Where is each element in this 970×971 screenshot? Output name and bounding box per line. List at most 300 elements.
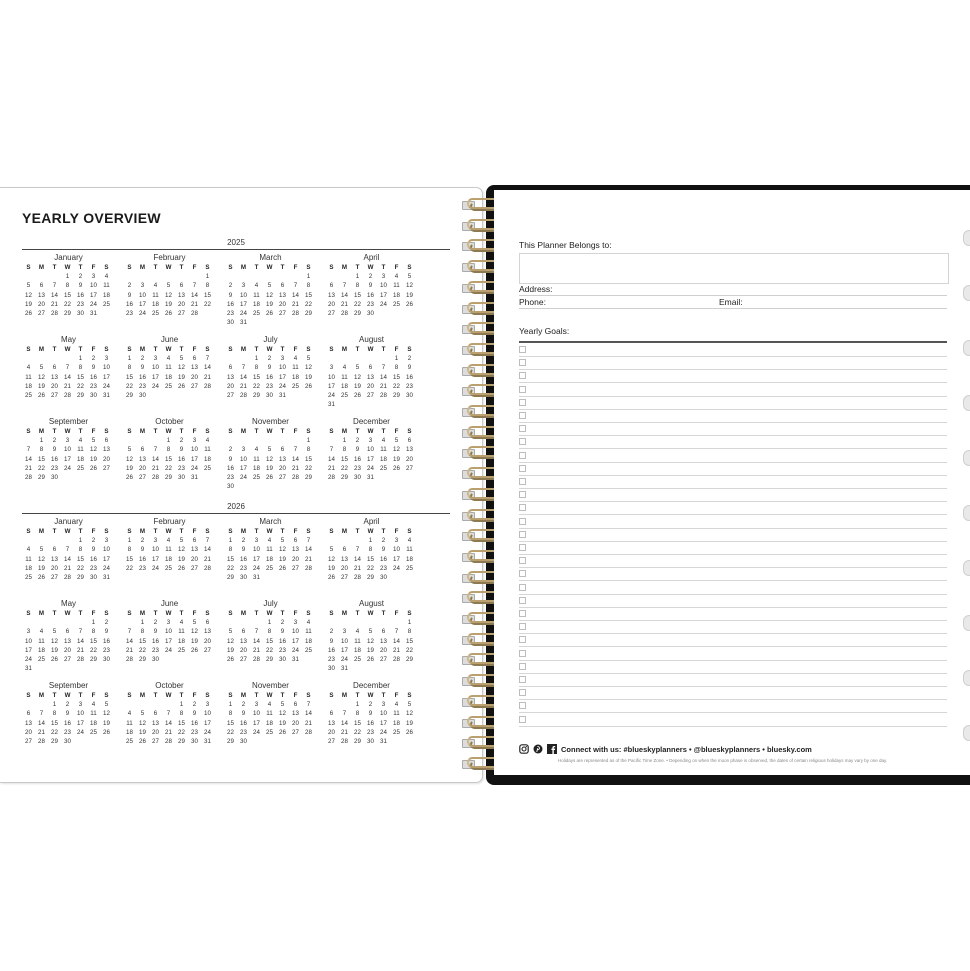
goal-row[interactable] <box>519 713 947 727</box>
goal-row[interactable] <box>519 581 947 595</box>
month-day-grid <box>325 263 426 318</box>
day-number: 27 <box>341 574 348 582</box>
goal-checkbox[interactable] <box>519 478 526 485</box>
day-number: 12 <box>266 291 273 299</box>
month-name: February <box>153 517 186 526</box>
day-number: 11 <box>90 710 97 718</box>
day-number: 5 <box>280 701 285 709</box>
day-number: 16 <box>139 555 146 563</box>
day-number: 15 <box>227 719 234 727</box>
day-number: 4 <box>394 701 399 709</box>
weekday-label: S <box>407 528 412 535</box>
year-2025-block <box>22 239 450 499</box>
goal-row[interactable] <box>519 673 947 687</box>
weekday-label: T <box>153 346 158 353</box>
goal-row[interactable] <box>519 462 947 476</box>
day-number: 1 <box>65 273 70 281</box>
day-number: 26 <box>51 656 58 664</box>
day-number: 22 <box>253 382 260 390</box>
day-number: 29 <box>178 738 185 746</box>
day-number: 5 <box>407 273 412 281</box>
month-december <box>325 417 426 499</box>
day-number: 6 <box>342 546 347 554</box>
day-number: 18 <box>165 555 172 563</box>
day-number: 16 <box>328 646 335 654</box>
goal-checkbox[interactable] <box>519 412 526 419</box>
day-number: 17 <box>64 455 71 463</box>
day-number: 25 <box>103 300 110 308</box>
day-number: 11 <box>103 282 110 290</box>
day-number: 5 <box>52 628 57 636</box>
day-number: 18 <box>152 300 159 308</box>
day-number: 18 <box>266 555 273 563</box>
day-number: 18 <box>253 300 260 308</box>
weekday-label: M <box>341 528 348 535</box>
day-number: 2 <box>140 355 145 363</box>
goal-row[interactable] <box>519 660 947 674</box>
pinterest-icon[interactable] <box>533 744 543 754</box>
day-number: 30 <box>279 656 286 664</box>
day-number: 25 <box>178 646 185 654</box>
day-number: 29 <box>77 574 84 582</box>
day-number: 13 <box>139 455 146 463</box>
day-number: 6 <box>179 282 184 290</box>
day-number: 9 <box>368 282 373 290</box>
day-number: 5 <box>39 364 44 372</box>
day-number: 21 <box>51 300 58 308</box>
day-number: 13 <box>367 373 374 381</box>
weekday-label: S <box>104 428 109 435</box>
day-number: 11 <box>165 546 172 554</box>
goal-row[interactable] <box>519 501 947 515</box>
day-number: 31 <box>279 392 286 400</box>
day-number: 12 <box>279 710 286 718</box>
goal-checkbox[interactable] <box>519 452 526 459</box>
day-number: 20 <box>38 300 45 308</box>
day-number: 13 <box>191 546 198 554</box>
goal-row[interactable] <box>519 607 947 621</box>
empty-day <box>224 618 237 627</box>
day-number: 14 <box>341 719 348 727</box>
address-line[interactable] <box>519 295 947 296</box>
goal-row[interactable] <box>519 435 947 449</box>
day-number: 16 <box>51 455 58 463</box>
day-number: 30 <box>240 574 247 582</box>
day-number: 14 <box>354 555 361 563</box>
weekday-label: F <box>192 346 197 353</box>
month-day-grid <box>123 263 224 318</box>
month-day-grid <box>123 609 224 664</box>
day-number: 18 <box>406 555 413 563</box>
month-day-grid <box>224 345 325 400</box>
day-number: 24 <box>90 300 97 308</box>
day-number: 16 <box>380 555 387 563</box>
day-number: 4 <box>78 437 83 445</box>
goal-row[interactable] <box>519 541 947 555</box>
goal-checkbox[interactable] <box>519 663 526 670</box>
day-number: 16 <box>354 455 361 463</box>
day-number: 12 <box>38 373 45 381</box>
day-number: 11 <box>406 546 413 554</box>
day-number: 8 <box>368 546 373 554</box>
day-number: 15 <box>354 291 361 299</box>
day-number: 7 <box>241 364 246 372</box>
goal-checkbox[interactable] <box>519 359 526 366</box>
instagram-icon[interactable] <box>519 744 529 754</box>
day-number: 28 <box>51 310 58 318</box>
day-number: 19 <box>126 464 133 472</box>
day-number: 13 <box>64 637 71 645</box>
day-number: 20 <box>279 300 286 308</box>
day-number: 19 <box>51 646 58 654</box>
day-number: 28 <box>204 382 211 390</box>
day-number: 12 <box>227 637 234 645</box>
weekday-label: S <box>228 610 233 617</box>
month-day-grid <box>325 427 426 482</box>
day-number: 28 <box>38 738 45 746</box>
weekday-label: S <box>306 428 311 435</box>
day-number: 6 <box>407 437 412 445</box>
day-number: 27 <box>178 310 185 318</box>
day-number: 2 <box>153 619 158 627</box>
belongs-label: This Planner Belongs to: <box>519 240 612 250</box>
day-number: 7 <box>293 282 298 290</box>
day-number: 19 <box>103 719 110 727</box>
day-number: 28 <box>341 738 348 746</box>
day-number: 13 <box>328 719 335 727</box>
empty-day <box>325 536 338 545</box>
weekday-label: W <box>165 692 172 699</box>
day-number: 20 <box>406 455 413 463</box>
month-name: July <box>263 599 278 608</box>
month-name: June <box>160 599 179 608</box>
empty-day <box>338 536 351 545</box>
weekday-label: T <box>179 346 184 353</box>
goal-checkbox[interactable] <box>519 518 526 525</box>
day-number: 29 <box>90 656 97 664</box>
weekday-label: F <box>293 264 298 271</box>
day-number: 1 <box>228 701 233 709</box>
goal-row[interactable] <box>519 620 947 634</box>
weekday-label: F <box>192 692 197 699</box>
day-number: 24 <box>240 310 247 318</box>
day-number: 29 <box>165 474 172 482</box>
day-number: 26 <box>279 564 286 572</box>
day-number: 28 <box>126 656 133 664</box>
day-number: 14 <box>204 364 211 372</box>
day-number: 25 <box>341 392 348 400</box>
goal-row[interactable] <box>519 567 947 581</box>
day-number: 9 <box>381 546 386 554</box>
empty-day <box>35 618 48 627</box>
day-number: 4 <box>342 364 347 372</box>
day-number: 1 <box>228 537 233 545</box>
day-number: 29 <box>367 574 374 582</box>
goal-checkbox[interactable] <box>519 346 526 353</box>
day-number: 26 <box>90 464 97 472</box>
goal-checkbox[interactable] <box>519 689 526 696</box>
weekday-label: S <box>104 692 109 699</box>
day-number: 14 <box>152 455 159 463</box>
year-heading <box>22 503 450 514</box>
day-number: 25 <box>253 474 260 482</box>
fine-print: Holidays are represented as of the Pacific Time Zone. • Depending on when the moon phase is observed, the dates of certain religious holidays may vary by one day. <box>558 758 888 763</box>
weekday-label: T <box>153 264 158 271</box>
goal-row[interactable] <box>519 515 947 529</box>
day-number: 13 <box>51 555 58 563</box>
day-number: 19 <box>178 555 185 563</box>
weekday-label: S <box>26 692 31 699</box>
goal-row[interactable] <box>519 449 947 463</box>
goal-checkbox[interactable] <box>519 425 526 432</box>
weekday-label: W <box>266 428 273 435</box>
day-number: 9 <box>179 446 184 454</box>
day-number: 21 <box>292 300 299 308</box>
page-edge-tab <box>963 230 970 246</box>
weekday-label: M <box>240 346 247 353</box>
goal-checkbox[interactable] <box>519 570 526 577</box>
day-number: 5 <box>104 701 109 709</box>
empty-day <box>250 272 263 281</box>
weekday-label: F <box>293 346 298 353</box>
empty-day <box>263 272 276 281</box>
day-number: 1 <box>52 701 57 709</box>
goal-checkbox[interactable] <box>519 465 526 472</box>
day-number: 9 <box>91 546 96 554</box>
weekday-label: W <box>165 528 172 535</box>
day-number: 22 <box>139 646 146 654</box>
weekday-label: S <box>26 428 31 435</box>
day-number: 27 <box>328 310 335 318</box>
day-number: 15 <box>139 637 146 645</box>
weekday-label: T <box>355 692 360 699</box>
day-number: 8 <box>254 364 259 372</box>
day-number: 30 <box>240 738 247 746</box>
weekday-label: T <box>179 692 184 699</box>
day-number: 10 <box>253 710 260 718</box>
goal-checkbox[interactable] <box>519 531 526 538</box>
weekday-label: M <box>341 346 348 353</box>
day-number: 21 <box>64 564 71 572</box>
day-number: 3 <box>342 628 347 636</box>
weekday-label: T <box>381 692 386 699</box>
day-number: 3 <box>166 619 171 627</box>
goal-checkbox[interactable] <box>519 716 526 723</box>
empty-day <box>263 436 276 445</box>
months-grid <box>22 517 450 763</box>
day-number: 3 <box>241 446 246 454</box>
day-number: 14 <box>77 637 84 645</box>
day-number: 14 <box>292 455 299 463</box>
day-number: 15 <box>126 373 133 381</box>
weekday-label: T <box>52 528 57 535</box>
goal-row[interactable] <box>519 396 947 410</box>
day-number: 13 <box>191 364 198 372</box>
goal-row[interactable] <box>519 699 947 713</box>
goal-checkbox[interactable] <box>519 636 526 643</box>
day-number: 26 <box>38 574 45 582</box>
day-number: 30 <box>152 656 159 664</box>
empty-day <box>351 354 364 363</box>
goal-row[interactable] <box>519 528 947 542</box>
weekday-label: F <box>192 428 197 435</box>
goal-row[interactable] <box>519 554 947 568</box>
day-number: 1 <box>179 701 184 709</box>
day-number: 2 <box>52 437 57 445</box>
day-number: 15 <box>266 637 273 645</box>
weekday-label: M <box>139 528 146 535</box>
day-number: 24 <box>103 564 110 572</box>
goal-checkbox[interactable] <box>519 438 526 445</box>
day-number: 25 <box>393 300 400 308</box>
weekday-label: T <box>280 264 285 271</box>
day-number: 16 <box>126 300 133 308</box>
day-number: 26 <box>406 728 413 736</box>
weekday-label: S <box>306 346 311 353</box>
day-number: 15 <box>227 555 234 563</box>
day-number: 23 <box>103 646 110 654</box>
day-number: 26 <box>227 656 234 664</box>
day-number: 30 <box>191 738 198 746</box>
day-number: 14 <box>292 291 299 299</box>
empty-day <box>22 436 35 445</box>
day-number: 11 <box>25 555 32 563</box>
month-day-grid <box>224 263 325 327</box>
day-number: 4 <box>166 355 171 363</box>
day-number: 6 <box>381 628 386 636</box>
day-number: 7 <box>166 710 171 718</box>
day-number: 24 <box>380 300 387 308</box>
day-number: 30 <box>328 665 335 673</box>
goal-row[interactable] <box>519 633 947 647</box>
weekday-label: M <box>38 528 45 535</box>
goal-checkbox[interactable] <box>519 504 526 511</box>
month-name: April <box>363 253 380 262</box>
day-number: 24 <box>165 646 172 654</box>
phone-label: Phone: <box>519 297 546 307</box>
day-number: 2 <box>140 537 145 545</box>
day-number: 25 <box>292 382 299 390</box>
weekday-label: W <box>64 264 71 271</box>
weekday-label: T <box>254 610 259 617</box>
empty-day <box>162 700 175 709</box>
day-number: 8 <box>306 446 311 454</box>
goal-checkbox[interactable] <box>519 557 526 564</box>
day-number: 1 <box>127 537 132 545</box>
day-number: 9 <box>355 446 360 454</box>
weekday-label: M <box>139 264 146 271</box>
goal-checkbox[interactable] <box>519 597 526 604</box>
day-number: 20 <box>328 728 335 736</box>
goal-checkbox[interactable] <box>519 623 526 630</box>
day-number: 2 <box>91 355 96 363</box>
day-number: 1 <box>355 273 360 281</box>
phone-email-line[interactable] <box>519 308 947 309</box>
weekday-label: T <box>355 264 360 271</box>
goal-checkbox[interactable] <box>519 386 526 393</box>
day-number: 3 <box>153 355 158 363</box>
goal-checkbox[interactable] <box>519 702 526 709</box>
month-day-grid <box>224 527 325 582</box>
day-number: 22 <box>90 646 97 654</box>
goal-row[interactable] <box>519 356 947 370</box>
day-number: 19 <box>38 564 45 572</box>
day-number: 11 <box>25 373 32 381</box>
weekday-label: F <box>91 528 96 535</box>
day-number: 23 <box>328 656 335 664</box>
goal-checkbox[interactable] <box>519 650 526 657</box>
goal-row[interactable] <box>519 369 947 383</box>
day-number: 24 <box>152 382 159 390</box>
day-number: 16 <box>139 373 146 381</box>
goal-row[interactable] <box>519 594 947 608</box>
day-number: 13 <box>227 373 234 381</box>
day-number: 15 <box>406 637 413 645</box>
goal-checkbox[interactable] <box>519 491 526 498</box>
empty-day <box>22 354 35 363</box>
goal-checkbox[interactable] <box>519 676 526 683</box>
goal-checkbox[interactable] <box>519 372 526 379</box>
day-number: 1 <box>205 273 210 281</box>
day-number: 27 <box>380 656 387 664</box>
empty-day <box>123 700 136 709</box>
goal-row[interactable] <box>519 686 947 700</box>
goal-checkbox[interactable] <box>519 610 526 617</box>
day-number: 24 <box>240 474 247 482</box>
weekday-label: T <box>254 346 259 353</box>
month-july <box>224 335 325 417</box>
weekday-label: W <box>367 264 374 271</box>
day-number: 10 <box>380 710 387 718</box>
goal-row[interactable] <box>519 488 947 502</box>
goal-checkbox[interactable] <box>519 399 526 406</box>
day-number: 12 <box>266 455 273 463</box>
goal-checkbox[interactable] <box>519 584 526 591</box>
weekday-label: M <box>240 428 247 435</box>
empty-day <box>276 272 289 281</box>
day-number: 14 <box>328 455 335 463</box>
goal-row[interactable] <box>519 409 947 423</box>
goal-row[interactable] <box>519 422 947 436</box>
month-name: July <box>263 335 278 344</box>
day-number: 3 <box>368 437 373 445</box>
month-day-grid <box>224 609 325 664</box>
weekday-label: S <box>329 528 334 535</box>
facebook-icon[interactable] <box>547 744 557 754</box>
day-number: 24 <box>64 464 71 472</box>
weekday-label: S <box>329 692 334 699</box>
goal-checkbox[interactable] <box>519 544 526 551</box>
goal-row[interactable] <box>519 383 947 397</box>
goal-row[interactable] <box>519 343 947 357</box>
day-number: 28 <box>354 574 361 582</box>
day-number: 16 <box>90 373 97 381</box>
weekday-label: W <box>165 346 172 353</box>
day-number: 21 <box>341 300 348 308</box>
weekday-label: T <box>52 428 57 435</box>
day-number: 30 <box>266 392 273 400</box>
day-number: 18 <box>380 455 387 463</box>
owner-name-field[interactable] <box>519 253 949 284</box>
goal-row[interactable] <box>519 475 947 489</box>
weekday-label: T <box>78 428 83 435</box>
day-number: 3 <box>104 355 109 363</box>
empty-day <box>188 272 201 281</box>
month-name: August <box>359 335 384 344</box>
empty-day <box>61 618 74 627</box>
goal-row[interactable] <box>519 647 947 661</box>
day-number: 30 <box>406 392 413 400</box>
